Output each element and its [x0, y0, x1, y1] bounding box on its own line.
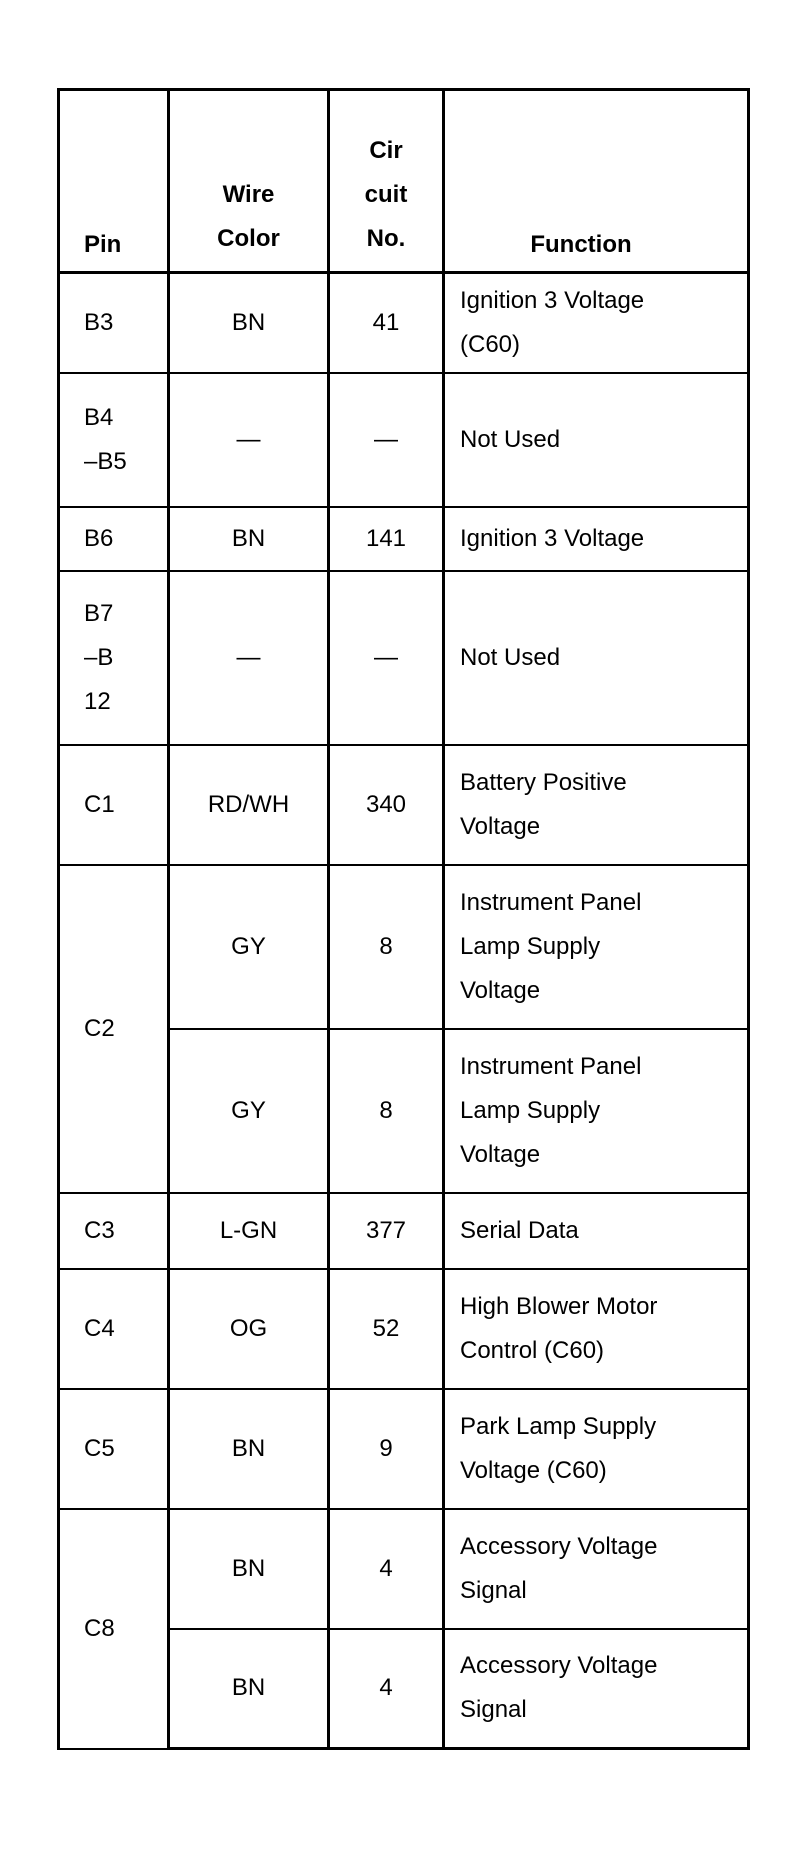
function-cell [444, 1269, 749, 1389]
table-row [59, 1269, 749, 1389]
table-row [59, 373, 749, 507]
wire-color-cell: — [169, 373, 329, 507]
table-row [59, 1193, 749, 1269]
pin-cell [59, 865, 169, 1193]
pin-label: C8 [84, 1614, 115, 1642]
wire-color-cell: RD/WH [169, 745, 329, 865]
header-circuit-no-line: Cir [369, 137, 403, 164]
table-body [59, 273, 749, 1749]
function-line: Not Used [460, 425, 561, 453]
function-line: Ignition 3 Voltage [460, 286, 645, 314]
wire-color-cell: L-GN [169, 1193, 329, 1269]
header-circuit-no-line: cuit [364, 181, 408, 208]
circuit-number-cell: 41 [329, 273, 444, 373]
function-line: Ignition 3 Voltage [460, 524, 645, 552]
header-pin [59, 90, 169, 273]
circuit-number-cell: — [329, 571, 444, 745]
table-row [59, 865, 749, 1029]
function-line: Battery Positive [460, 768, 627, 796]
circuit-number-cell: 8 [329, 865, 444, 1029]
pin-cell [59, 1193, 169, 1269]
function-line: Lamp Supply [460, 932, 601, 960]
function-cell [444, 865, 749, 1029]
function-cell [444, 571, 749, 745]
circuit-number-cell: 4 [329, 1629, 444, 1749]
pin-label: B3 [84, 308, 114, 336]
pin-cell [59, 1389, 169, 1509]
function-line: Control (C60) [460, 1336, 605, 1364]
pin-cell [59, 745, 169, 865]
circuit-number-cell: 377 [329, 1193, 444, 1269]
pin-label: C4 [84, 1314, 115, 1342]
pin-cell [59, 1509, 169, 1749]
function-line: Voltage [460, 812, 541, 840]
pin-cell [59, 373, 169, 507]
header-circuit-no [329, 90, 444, 273]
wire-color-cell: — [169, 571, 329, 745]
wire-color-cell: GY [169, 1029, 329, 1193]
pin-label: –B [84, 643, 114, 671]
header-wire-color-line: Wire [222, 181, 275, 208]
header-function-label: Function [530, 231, 632, 258]
circuit-number-cell: 52 [329, 1269, 444, 1389]
header-wire-color [169, 90, 329, 273]
function-line: Accessory Voltage [460, 1532, 658, 1560]
function-line: Instrument Panel [460, 888, 642, 916]
table-row [59, 507, 749, 571]
header-function [444, 90, 749, 273]
circuit-number-cell: 340 [329, 745, 444, 865]
table-header [59, 90, 749, 273]
header-row [59, 90, 749, 273]
function-cell [444, 1509, 749, 1629]
pin-cell [59, 507, 169, 571]
pin-label: C1 [84, 790, 115, 818]
circuit-number-cell: 4 [329, 1509, 444, 1629]
table-row [59, 745, 749, 865]
pin-cell [59, 571, 169, 745]
table-row [59, 571, 749, 745]
function-cell [444, 273, 749, 373]
circuit-number-cell: 8 [329, 1029, 444, 1193]
wire-color-cell: BN [169, 1629, 329, 1749]
table-row [59, 1509, 749, 1629]
function-line: Signal [460, 1576, 527, 1604]
wire-color-cell: BN [169, 507, 329, 571]
pin-label: C5 [84, 1434, 115, 1462]
pin-label: B7 [84, 599, 114, 627]
wire-color-cell: GY [169, 865, 329, 1029]
function-cell [444, 507, 749, 571]
pin-label: 12 [84, 687, 111, 715]
function-line: Signal [460, 1696, 527, 1724]
pin-label: C2 [84, 1014, 115, 1042]
pin-label: B4 [84, 403, 114, 431]
function-cell [444, 1629, 749, 1749]
function-line: High Blower Motor [460, 1292, 658, 1320]
table-row [59, 1389, 749, 1509]
wire-color-cell: BN [169, 273, 329, 373]
pin-cell [59, 1269, 169, 1389]
wire-color-cell: BN [169, 1389, 329, 1509]
function-line: Serial Data [460, 1216, 579, 1244]
circuit-number-cell: 9 [329, 1389, 444, 1509]
function-line: Voltage [460, 976, 541, 1004]
pin-label: –B5 [84, 447, 127, 475]
header-circuit-no-line: No. [366, 225, 406, 252]
wire-color-cell: OG [169, 1269, 329, 1389]
function-line: Instrument Panel [460, 1052, 642, 1080]
function-cell [444, 745, 749, 865]
circuit-number-cell: 141 [329, 507, 444, 571]
connector-pinout-table [57, 88, 750, 1750]
pin-label: B6 [84, 524, 114, 552]
function-cell [444, 1389, 749, 1509]
header-wire-color-line: Color [217, 225, 280, 252]
table-row [59, 273, 749, 373]
function-line: Park Lamp Supply [460, 1412, 657, 1440]
function-line: Not Used [460, 643, 561, 671]
function-line: Voltage [460, 1140, 541, 1168]
function-cell [444, 1029, 749, 1193]
function-line: Accessory Voltage [460, 1652, 658, 1680]
function-cell [444, 373, 749, 507]
wire-color-cell: BN [169, 1509, 329, 1629]
function-line: Lamp Supply [460, 1096, 601, 1124]
circuit-number-cell: — [329, 373, 444, 507]
pin-cell [59, 273, 169, 373]
pin-label: C3 [84, 1216, 115, 1244]
function-line: Voltage (C60) [460, 1456, 607, 1484]
header-pin-label: Pin [84, 231, 122, 258]
function-cell [444, 1193, 749, 1269]
function-line: (C60) [460, 330, 521, 358]
